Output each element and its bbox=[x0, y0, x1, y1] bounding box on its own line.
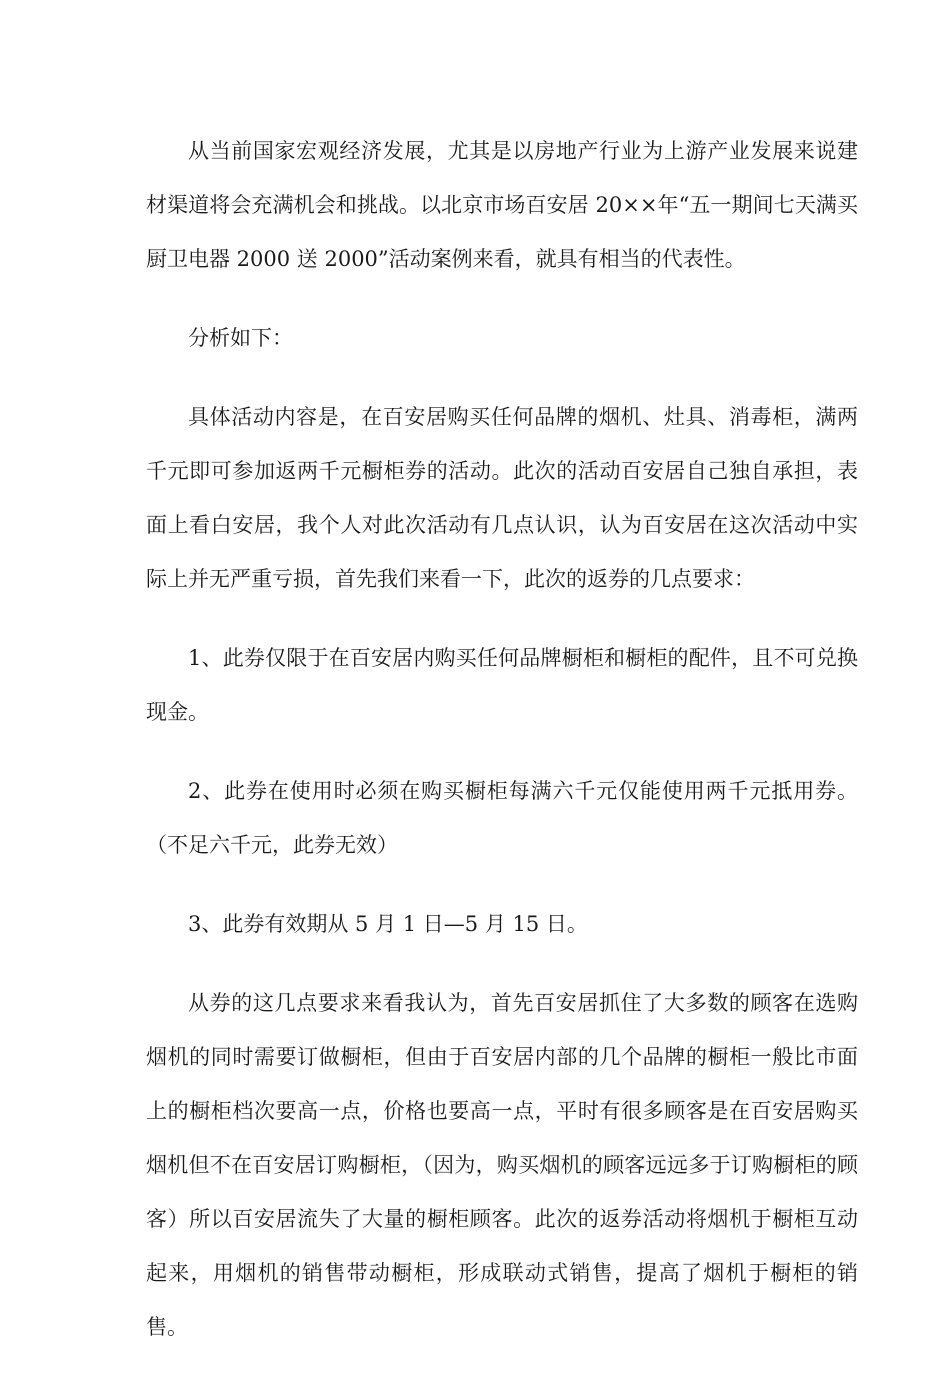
paragraph-requirement-2: 2、此券在使用时必须在购买橱柜每满六千元仅能使用两千元抵用券。（不足六千元，此券无效） bbox=[146, 779, 858, 857]
paragraph-conclusion: 从券的这几点要求来看我认为，首先百安居抓住了大多数的顾客在选购烟机的同时需要订做橱柜，但由于百安居内部的几个品牌的橱柜一般比市面上的橱柜档次要高一点，价格也要高一点，平时有很多顾客是在百安居购买烟机但不在百安居订购橱柜，（因为，购买烟机的顾客远远多于订购橱柜的顾客）所以百安居流失了大量的橱柜顾客。此次的返券活动将烟机于橱柜互动起来，用烟机的销售带动橱柜，形成联动式销售，提高了烟机于橱柜的销售。 bbox=[146, 991, 858, 1339]
document-body bbox=[146, 124, 858, 1379]
paragraph-activity-content: 具体活动内容是，在百安居购买任何品牌的烟机、灶具、消毒柜，满两千元即可参加返两千元橱柜券的活动。此次的活动百安居自己独自承担，表面上看白安居，我个人对此次活动有几点认识，认为百安居在这次活动中实际上并无严重亏损，首先我们来看一下，此次的返券的几点要求： bbox=[146, 405, 858, 591]
paragraph-intro: 从当前国家宏观经济发展，尤其是以房地产行业为上游产业发展来说建材渠道将会充满机会和挑战。以北京市场百安居 20××年“五一期间七天满买厨卫电器 2000 送 2000”活动案例来看，就具有相当的代表性。 bbox=[146, 139, 858, 271]
paragraph-requirement-1: 1、此券仅限于在百安居内购买任何品牌橱柜和橱柜的配件，且不可兑换现金。 bbox=[146, 646, 858, 724]
paragraph-requirement-3: 3、此券有效期从 5 月 1 日—5 月 15 日。 bbox=[188, 912, 588, 936]
paragraph-analysis-heading: 分析如下： bbox=[188, 326, 293, 350]
